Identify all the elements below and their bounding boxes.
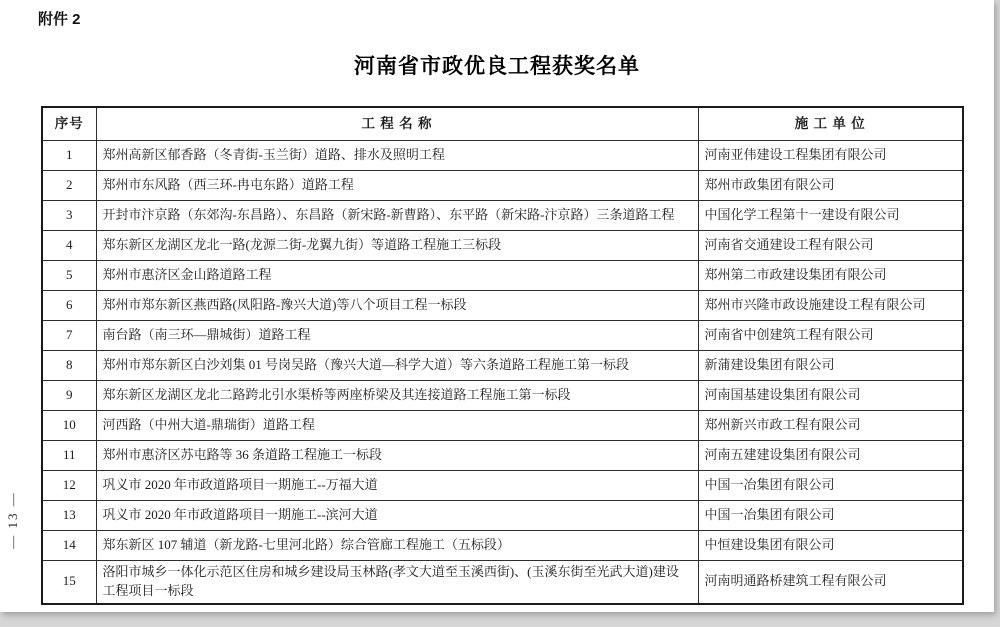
table-cell-company: 中恒建设集团有限公司 [698,531,963,561]
table-cell-company: 中国化学工程第十一建设有限公司 [698,201,963,231]
table-cell-no: 11 [42,441,96,471]
header-company: 施 工 单 位 [698,107,963,141]
table-cell-no: 4 [42,231,96,261]
table-cell-project: 郑州市东风路（西三环-冉屯东路）道路工程 [96,171,698,201]
table-cell-project: 郑州市郑东新区燕西路(凤阳路-豫兴大道)等八个项目工程一标段 [96,291,698,321]
table-row [42,231,963,261]
table-cell-project: 河西路（中州大道-鼎瑞街）道路工程 [96,411,698,441]
attachment-label: 附件 2 [38,11,81,28]
table-cell-no: 3 [42,201,96,231]
table-row [42,441,963,471]
table-cell-project: 南台路（南三环—鼎城街）道路工程 [96,321,698,351]
table-cell-company: 河南五建建设集团有限公司 [698,441,963,471]
table-body [42,141,963,604]
table-row [42,261,963,291]
table-cell-company: 郑州新兴市政工程有限公司 [698,411,963,441]
table-cell-project: 开封市汴京路（东郊沟-东昌路）、东昌路（新宋路-新曹路）、东平路（新宋路-汴京路）三条道路工程 [96,201,698,231]
table-cell-company: 郑州第二市政建设集团有限公司 [698,261,963,291]
table-cell-project: 郑州高新区郁香路（冬青街-玉兰街）道路、排水及照明工程 [96,141,698,171]
page-title: 河南省市政优良工程获奖名单 [354,55,640,78]
table-cell-company: 中国一冶集团有限公司 [698,471,963,501]
table-cell-company: 新蒲建设集团有限公司 [698,351,963,381]
table-row [42,501,963,531]
table-cell-no: 12 [42,471,96,501]
table-row [42,411,963,441]
table-row [42,351,963,381]
table-cell-company: 河南国基建设集团有限公司 [698,381,963,411]
table-cell-no: 10 [42,411,96,441]
table-row [42,471,963,501]
header-project: 工 程 名 称 [96,107,698,141]
table-cell-no: 7 [42,321,96,351]
header-no: 序号 [42,107,96,141]
table-cell-company: 河南亚伟建设工程集团有限公司 [698,141,963,171]
table-cell-no: 9 [42,381,96,411]
award-table [41,106,964,605]
table-cell-project: 巩义市 2020 年市政道路项目一期施工--万福大道 [96,471,698,501]
table-cell-company: 河南明通路桥建筑工程有限公司 [698,561,963,604]
table-row [42,561,963,604]
page-number-text: — 13 — [5,491,20,549]
table-cell-no: 2 [42,171,96,201]
table-cell-no: 6 [42,291,96,321]
table-cell-project: 洛阳市城乡一体化示范区住房和城乡建设局玉林路(孝文大道至玉溪西街)、(玉溪东街至光武大道)建设工程项目一标段 [96,561,698,604]
table-row [42,381,963,411]
table-cell-project: 郑东新区龙湖区龙北一路(龙源二街-龙翼九街）等道路工程施工三标段 [96,231,698,261]
table-cell-project: 郑州市惠济区金山路道路工程 [96,261,698,291]
table-cell-project: 郑东新区龙湖区龙北二路跨北引水渠桥等两座桥梁及其连接道路工程施工第一标段 [96,381,698,411]
table-row [42,531,963,561]
table-cell-company: 中国一冶集团有限公司 [698,501,963,531]
table-row [42,291,963,321]
table-header-row [42,107,963,141]
table-cell-project: 郑东新区 107 辅道（新龙路-七里河北路）综合管廊工程施工（五标段） [96,531,698,561]
table-cell-no: 5 [42,261,96,291]
table-row [42,201,963,231]
table-cell-no: 1 [42,141,96,171]
table-row [42,141,963,171]
table-cell-no: 8 [42,351,96,381]
table-cell-project: 巩义市 2020 年市政道路项目一期施工--滨河大道 [96,501,698,531]
table-cell-no: 14 [42,531,96,561]
table-cell-no: 15 [42,561,96,604]
table-cell-company: 河南省交通建设工程有限公司 [698,231,963,261]
table-cell-company: 河南省中创建筑工程有限公司 [698,321,963,351]
table-cell-project: 郑州市郑东新区白沙刘集 01 号岗吴路（豫兴大道—科学大道）等六条道路工程施工第一标段 [96,351,698,381]
table-cell-project: 郑州市惠济区苏屯路等 36 条道路工程施工一标段 [96,441,698,471]
table-cell-company: 郑州市政集团有限公司 [698,171,963,201]
table-cell-company: 郑州市兴隆市政设施建设工程有限公司 [698,291,963,321]
table-cell-no: 13 [42,501,96,531]
table-row [42,321,963,351]
page-number [0,460,30,580]
table-row [42,171,963,201]
